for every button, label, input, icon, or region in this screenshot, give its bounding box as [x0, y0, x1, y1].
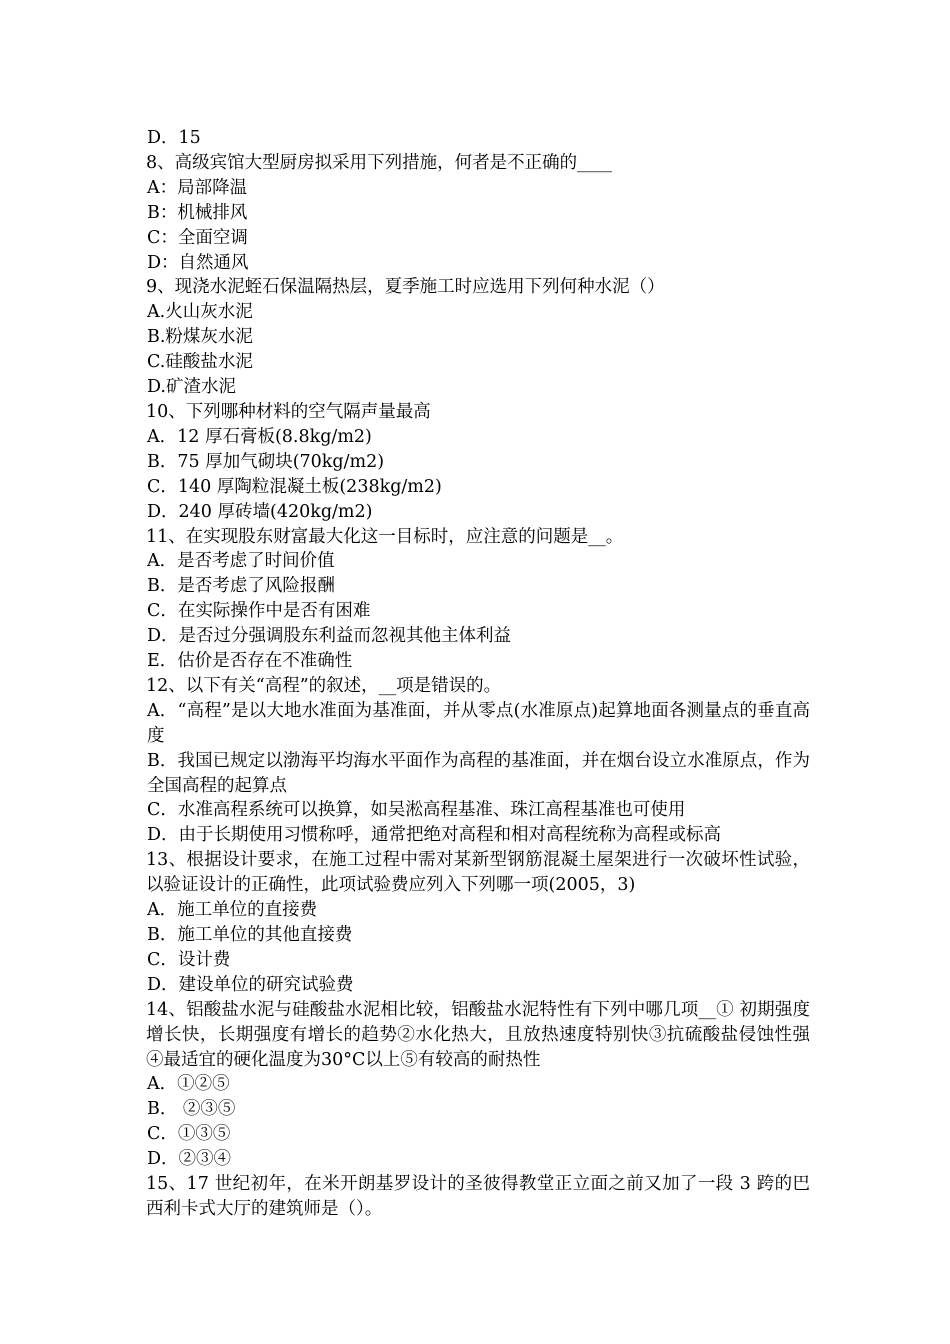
answer-option: B．是否考虑了风险报酬	[147, 576, 335, 597]
answer-option: D．15	[147, 128, 201, 148]
answer-option: C．140 厚陶粒混凝土板(238kg/m2)	[147, 476, 442, 497]
question-text: 10、下列哪种材料的空气隔声量最高	[146, 401, 431, 422]
answer-option: D：自然通风	[147, 252, 249, 273]
answer-option: B．我国已规定以渤海平均海水平面作为高程的基准面，并在烟台设立水准原点，作为全国高程的起算点	[147, 750, 810, 796]
answer-option: C.硅酸盐水泥	[147, 352, 253, 373]
answer-option: D．是否过分强调股东利益而忽视其他主体利益	[147, 626, 512, 647]
question-text: 12、以下有关“高程”的叙述，__项是错误的。	[146, 675, 502, 696]
answer-option: D．240 厚砖墙(420kg/m2)	[147, 501, 373, 522]
answer-option: B．75 厚加气砌块(70kg/m2)	[147, 451, 385, 472]
answer-option: A．12 厚石膏板(8.8kg/m2)	[147, 426, 372, 447]
answer-option: D.矿渣水泥	[147, 377, 236, 398]
answer-option: A：局部降温	[147, 177, 248, 198]
question-text: 11、在实现股东财富最大化这一目标时，应注意的问题是__。	[146, 526, 624, 547]
answer-option: C．①③⑤	[147, 1124, 231, 1145]
answer-option: C：全面空调	[147, 227, 248, 248]
question-text: 9、现浇水泥蛭石保温隔热层，夏季施工时应选用下列何种水泥（）	[146, 277, 665, 298]
question-text: 13、根据设计要求，在施工过程中需对某新型钢筋混凝土屋架进行一次破坏性试验，以验证设计的正确性，此项试验费应列入下列哪一项(2005，3)	[146, 850, 810, 896]
answer-option: A．施工单位的直接费	[147, 900, 318, 921]
answer-option: D．建设单位的研究试验费	[147, 974, 354, 995]
answer-option: B． ②③⑤	[147, 1099, 236, 1120]
question-text: 8、高级宾馆大型厨房拟采用下列措施，何者是不正确的____	[146, 152, 613, 173]
answer-option: E．估价是否存在不准确性	[147, 651, 353, 672]
question-text: 15、17 世纪初年，在米开朗基罗设计的圣彼得教堂正立面之前又加了一段 3 跨的巴西利卡式大厅的建筑师是（）。	[146, 1174, 810, 1219]
answer-option: A．“高程”是以大地水准面为基准面，并从零点(水准原点)起算地面各测量点的垂直高度	[147, 700, 810, 746]
answer-option: D．②③④	[147, 1149, 232, 1170]
answer-option: C．设计费	[147, 949, 231, 970]
document-page	[146, 126, 810, 1222]
answer-option: B：机械排风	[147, 202, 248, 223]
answer-option: C．在实际操作中是否有困难	[147, 601, 371, 622]
answer-option: A.火山灰水泥	[147, 302, 253, 323]
answer-option: A．是否考虑了时间价值	[147, 551, 335, 572]
answer-option: B.粉煤灰水泥	[147, 327, 253, 348]
answer-option: D．由于长期使用习惯称呼，通常把绝对高程和相对高程统称为高程或标高	[147, 825, 722, 846]
answer-option: B．施工单位的其他直接费	[147, 925, 353, 945]
answer-option: A．①②⑤	[147, 1074, 230, 1095]
question-text: 14、铝酸盐水泥与硅酸盐水泥相比较，铝酸盐水泥特性有下列中哪几项__① 初期强度增长快，长期强度有增长的趋势②水化热大，且放热速度特别快③抗硫酸盐侵蚀性强④最适宜的硬化温度为30°C以上⑤有较高的耐热性	[146, 999, 810, 1070]
answer-option: C．水准高程系统可以换算，如吴淞高程基准、珠江高程基准也可使用	[147, 800, 686, 821]
